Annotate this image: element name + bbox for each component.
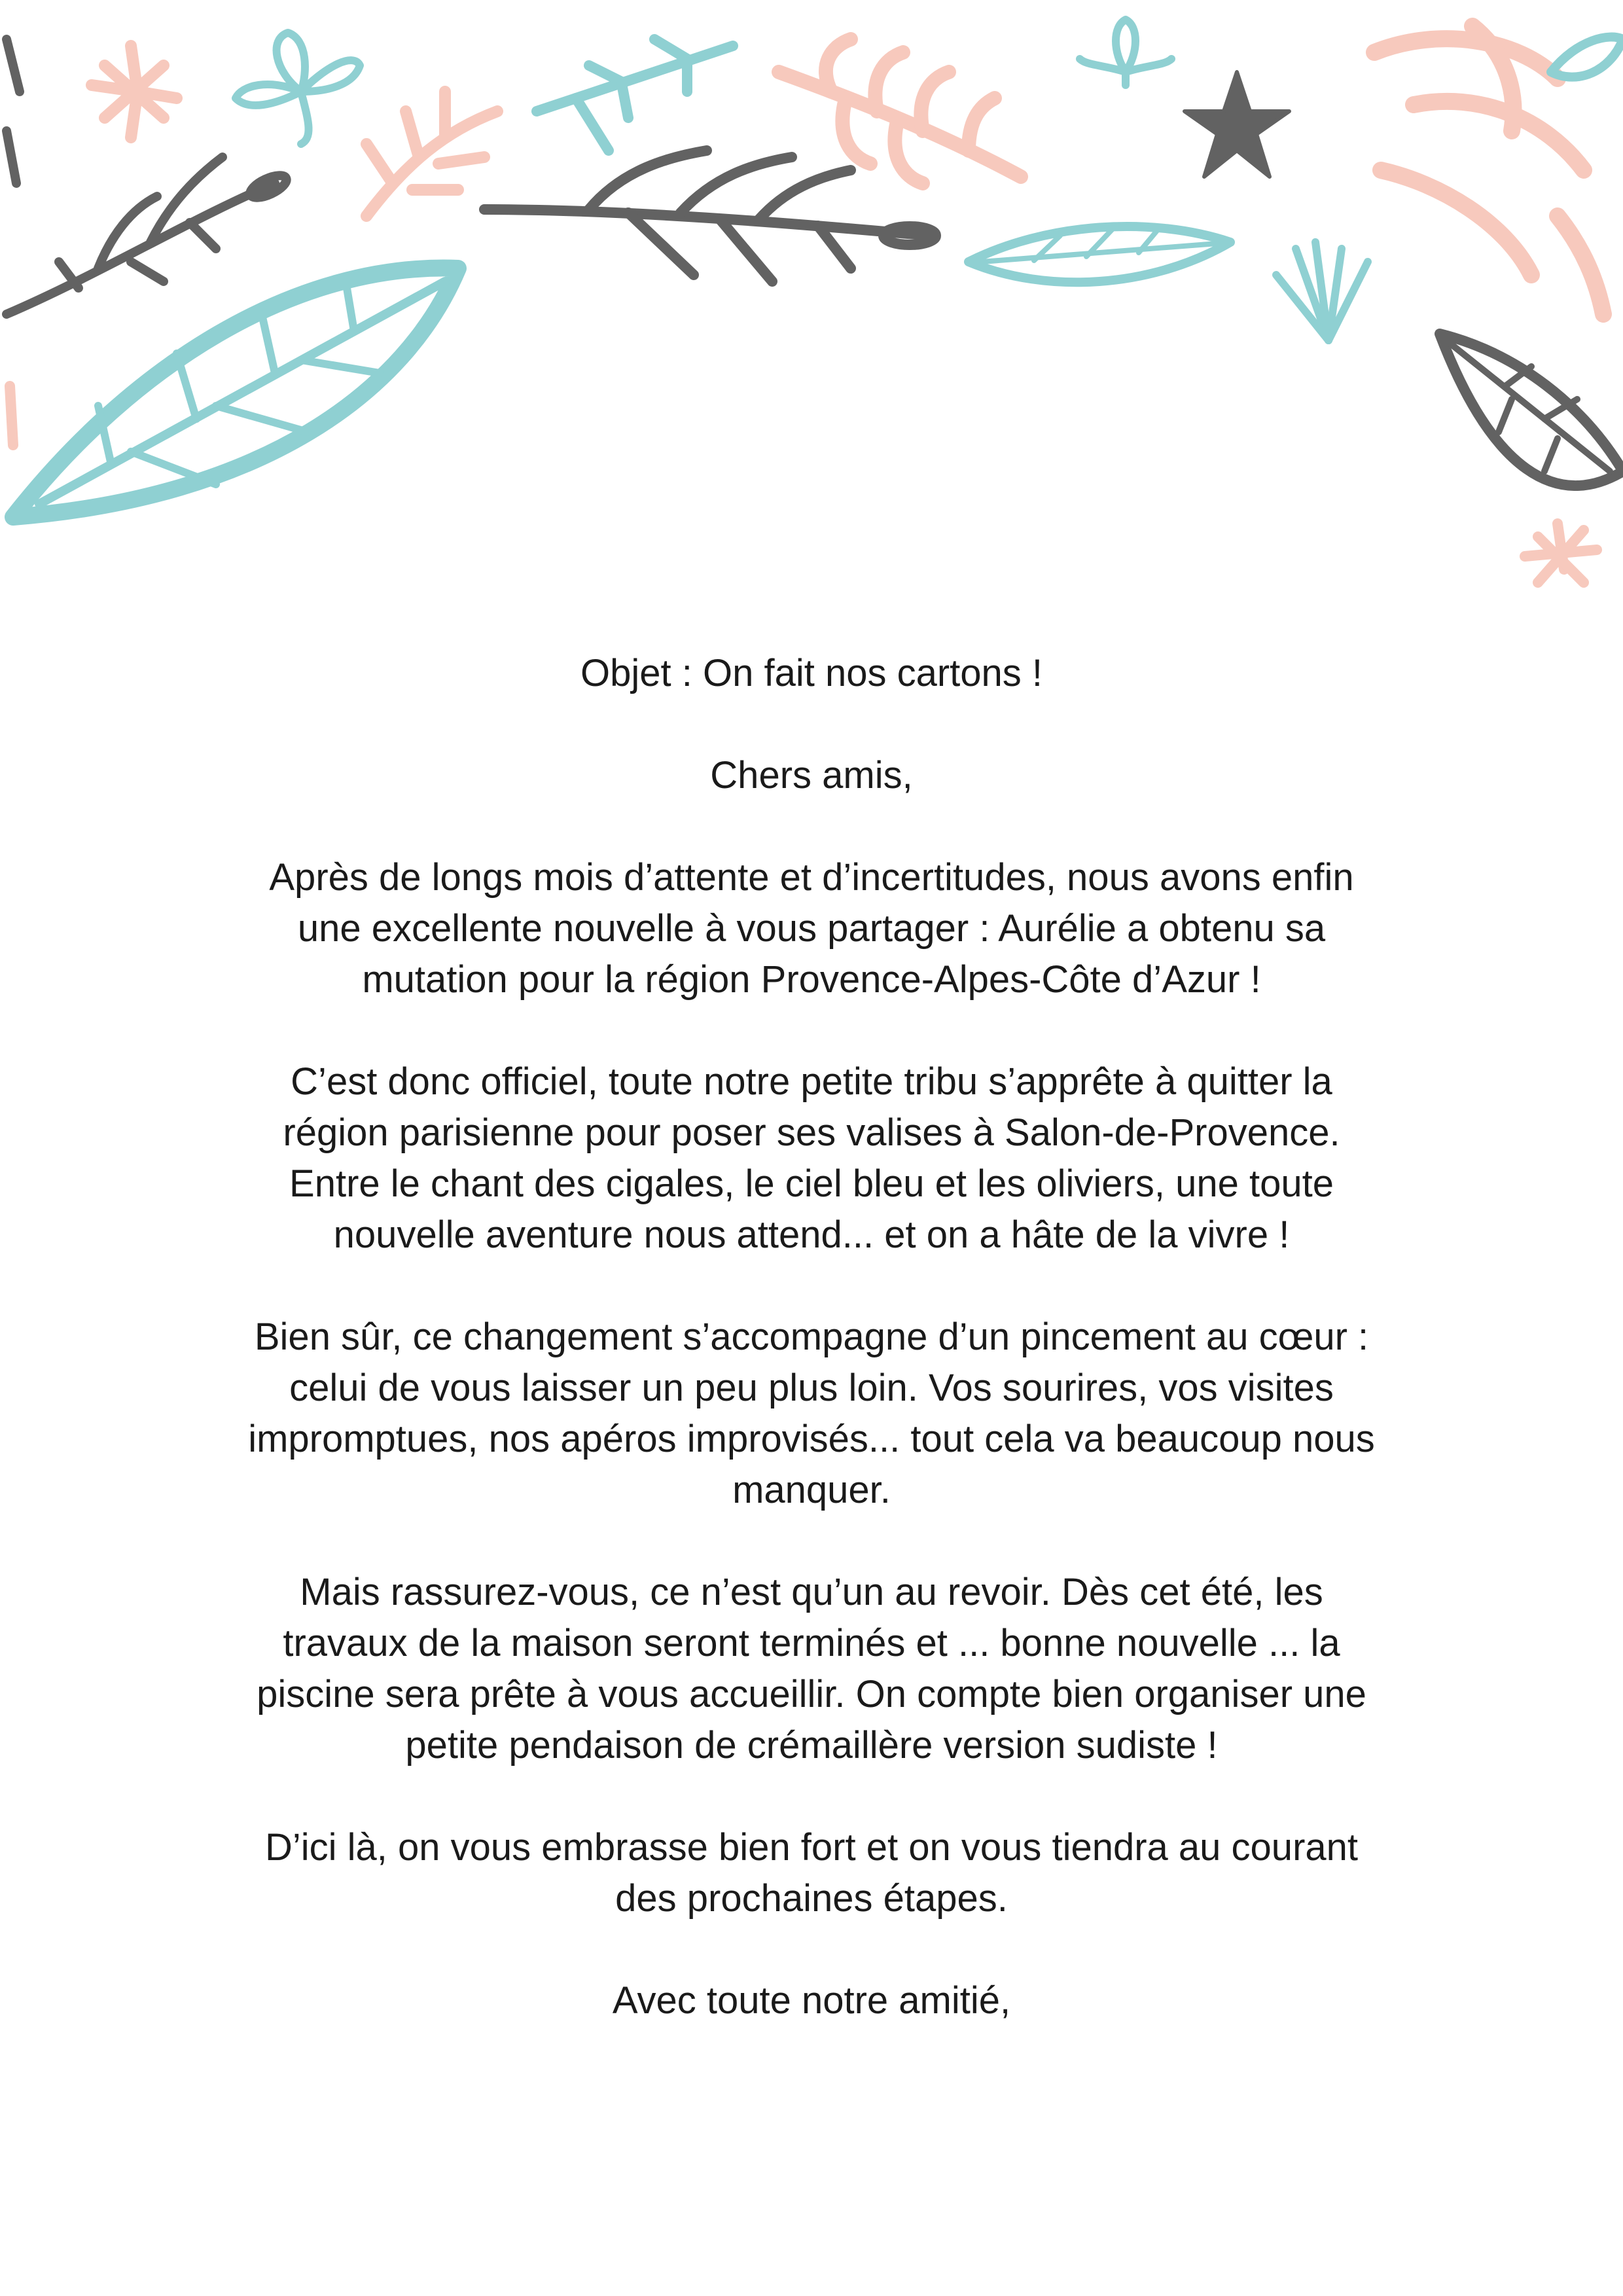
gray-stroke-edge-icon <box>7 39 20 183</box>
letter-body <box>216 648 1407 2077</box>
paragraph-line: région parisienne pour poser ses valises à Salon-de-Provence. <box>283 1111 1340 1154</box>
paragraph-line: impromptues, nos apéros improvisés... tout cela va beaucoup nous <box>248 1418 1375 1460</box>
pink-small-flower-icon <box>1525 524 1597 583</box>
teal-arrow-branch-icon <box>537 39 733 151</box>
paragraph-line: piscine sera prête à vous accueillir. On compte bien organiser une <box>257 1673 1366 1715</box>
large-teal-leaf-icon <box>13 268 458 517</box>
pink-leaves-right-icon <box>1374 26 1603 314</box>
teal-leaf-icon <box>969 226 1230 282</box>
paragraph-line: celui de vous laisser un peu plus loin. Vos sourires, vos visites <box>289 1367 1334 1409</box>
pink-leafy-sprig-icon <box>366 92 497 216</box>
paragraph-line: Mais rassurez-vous, ce n’est qu’un au revoir. Dès cet été, les <box>300 1571 1323 1613</box>
gray-star-flower-icon <box>1185 72 1289 177</box>
letter-closing: Avec toute notre amitié, <box>612 1979 1011 2022</box>
gray-branch-left-icon <box>7 157 289 314</box>
paragraph-line: Après de longs mois d’attente et d’incertitudes, nous avons enfin <box>269 856 1354 899</box>
letter-subject: Objet : On fait nos cartons ! <box>580 652 1043 694</box>
botanical-header-illustration <box>0 0 1623 628</box>
paragraph-line: Entre le chant des cigales, le ciel bleu et les oliviers, une toute <box>289 1162 1334 1205</box>
teal-small-flower-icon <box>1080 20 1171 85</box>
paragraph-line: nouvelle aventure nous attend... et on a hâte de la vivre ! <box>333 1213 1290 1256</box>
teal-grass-tuft-icon <box>1276 242 1368 340</box>
letter-paragraph <box>216 1312 1407 1516</box>
teal-flower-outline-icon <box>236 33 360 144</box>
paragraph-line: des prochaines étapes. <box>615 1877 1008 1920</box>
paragraph-line: Bien sûr, ce changement s’accompagne d’un pincement au cœur : <box>254 1316 1369 1358</box>
gray-leaf-right-icon <box>1440 334 1623 486</box>
paragraph-line: petite pendaison de crémaillère version sudiste ! <box>405 1724 1218 1767</box>
letter-paragraph <box>216 852 1407 1005</box>
pink-stroke-edge-icon <box>10 386 13 445</box>
paragraph-line: mutation pour la région Provence-Alpes-Côte d’Azur ! <box>362 958 1261 1001</box>
paragraph-line: manquer. <box>732 1469 891 1511</box>
pink-flower-icon <box>92 46 177 137</box>
letter-paragraph <box>216 1056 1407 1261</box>
letter-greeting: Chers amis, <box>710 754 913 797</box>
paragraph-line: C’est donc officiel, toute notre petite tribu s’apprête à quitter la <box>291 1060 1332 1103</box>
pink-fern-icon <box>779 39 1021 183</box>
paragraph-line: une excellente nouvelle à vous partager : Aurélie a obtenu sa <box>297 907 1326 950</box>
paragraph-line: D’ici là, on vous embrasse bien fort et on vous tiendra au courant <box>264 1826 1359 1869</box>
paragraph-line: travaux de la maison seront terminés et ... bonne nouvelle ... la <box>283 1622 1340 1664</box>
letter-paragraph <box>216 1567 1407 1771</box>
letter-paragraph <box>216 1822 1407 1924</box>
